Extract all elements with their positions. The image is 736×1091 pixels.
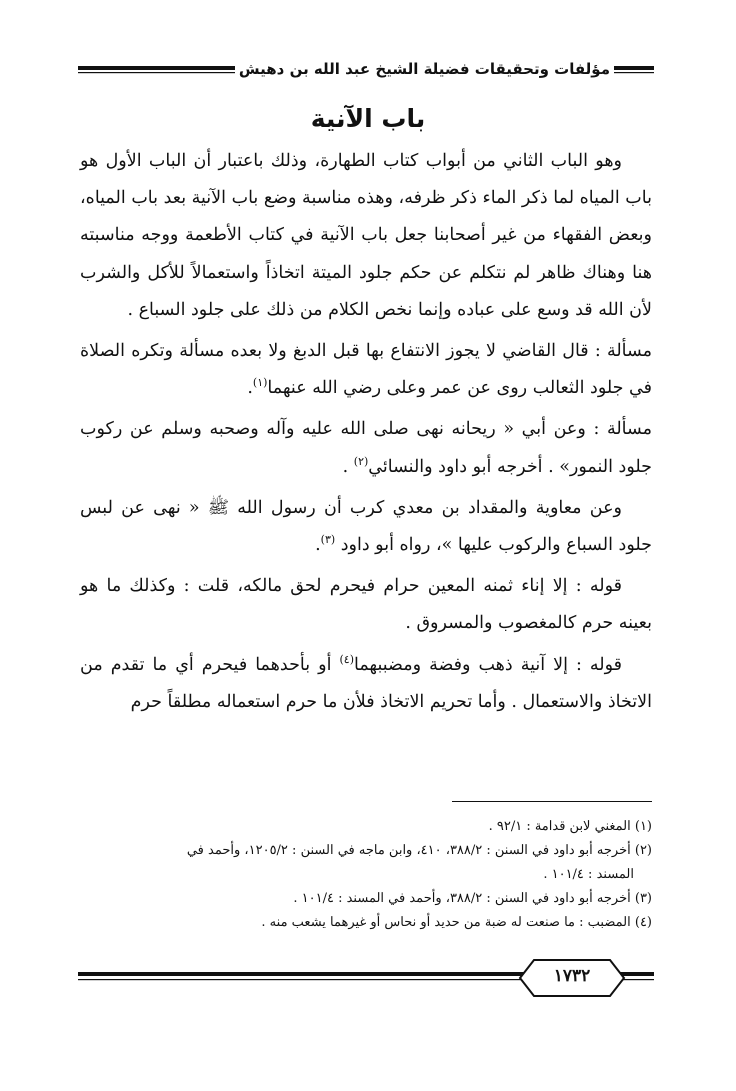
running-title: مؤلفات وتحقيقات فضيلة الشيخ عبد الله بن دهيش — [235, 60, 614, 78]
footnote — [82, 911, 652, 935]
footnotes — [82, 815, 652, 935]
paragraph — [80, 411, 652, 485]
paragraph — [80, 333, 652, 407]
footnote — [82, 815, 652, 839]
paragraph-text: وعن معاوية والمقداد بن معدي كرب أن رسول الله ﷺ « نهى عن لبس جلود السباع والركوب عليها »، رواه أبو داود — [80, 497, 652, 556]
footnote-text: (٢) أخرجه أبو داود في السنن : ٣٨٨/٢، ٤١٠، وابن ماجه في السنن : ١٢٠٥/٢، وأحمد في — [186, 843, 652, 858]
paragraph-text: قوله : إلا إناء ثمنه المعين حرام فيحرم لحق مالكه، قلت : وكذلك ما هو بعينه حرم كالمغصوب والمسروق . — [80, 576, 652, 634]
footnote-separator — [452, 801, 652, 802]
paragraph-text: وهو الباب الثاني من أبواب كتاب الطهارة، وذلك باعتبار أن الباب الأول هو باب المياه لما ذكر الماء ذكر ظرفه، وهذه مناسبة وضع باب الآنية بعد باب المياه، وبعض الفقهاء من غير أصحابنا جعل باب الآنية في كتاب الأطعمة ووجه مناسبته هنا وهناك ظاهر لم نتكلم عن حكم جلود الميتة اتخاذاً واستعمالاً للأكل والشرب لأن الله قد وسع على عباده وإنما نخص الكلام من ذلك على جلود السباع . — [80, 151, 652, 320]
footnote-ref[interactable]: (٤) — [339, 652, 354, 666]
footnote-text: (٤) المضبب : ما صنعت له ضبة من حديد أو نحاس أو غيرهما يشعب منه . — [261, 915, 652, 930]
main-text — [80, 143, 652, 721]
paragraph — [80, 647, 652, 721]
paragraph — [80, 143, 652, 329]
paragraph — [80, 568, 652, 642]
footnote-continuation: المسند : ١٠١/٤ . — [543, 867, 634, 882]
footnote-text: (٣) أخرجه أبو داود في السنن : ٣٨٨/٢، وأحمد في المسند : ١٠١/٤ . — [293, 891, 652, 906]
footnote-ref[interactable]: (٢) — [353, 454, 369, 468]
paragraph-tail: . — [247, 378, 253, 399]
paragraph-text: مسألة : قال القاضي لا يجوز الانتفاع بها قبل الدبغ ولا بعده مسألة وتكره الصلاة في جلود الثعالب روى عن عمر وعلى رضي الله عنهما — [80, 341, 652, 399]
footnote — [82, 839, 652, 887]
paragraph-text: قوله : إلا آنية ذهب وفضة ومضببهما — [353, 654, 622, 675]
paragraph-tail: أو بأحدهما فيحرم أي ما تقدم من الاتخاذ والاستعمال . وأما تحريم الاتخاذ فلأن ما حرم استعماله مطلقاً حرم — [80, 654, 652, 712]
page-number: ١٧٣٢ — [553, 966, 591, 986]
paragraph-tail: . — [315, 535, 321, 556]
header-rule-thick-right — [610, 66, 654, 70]
paragraph — [80, 490, 652, 564]
footnote-ref[interactable]: (١) — [252, 376, 268, 390]
footnote-ref[interactable]: (٣) — [320, 533, 336, 547]
chapter-title: باب الآنية — [310, 104, 426, 133]
footnote — [82, 887, 652, 911]
paragraph-text: مسألة : وعن أبي « ريحانه نهى صلى الله عليه وآله وصحبه وسلم عن ركوب جلود النمور» . أخرجه أبو داود والنسائي — [80, 419, 652, 477]
running-header — [78, 60, 654, 84]
paragraph-tail: . — [342, 456, 354, 477]
footnote-text: (١) المغني لابن قدامة : ٩٢/١ . — [488, 819, 652, 834]
